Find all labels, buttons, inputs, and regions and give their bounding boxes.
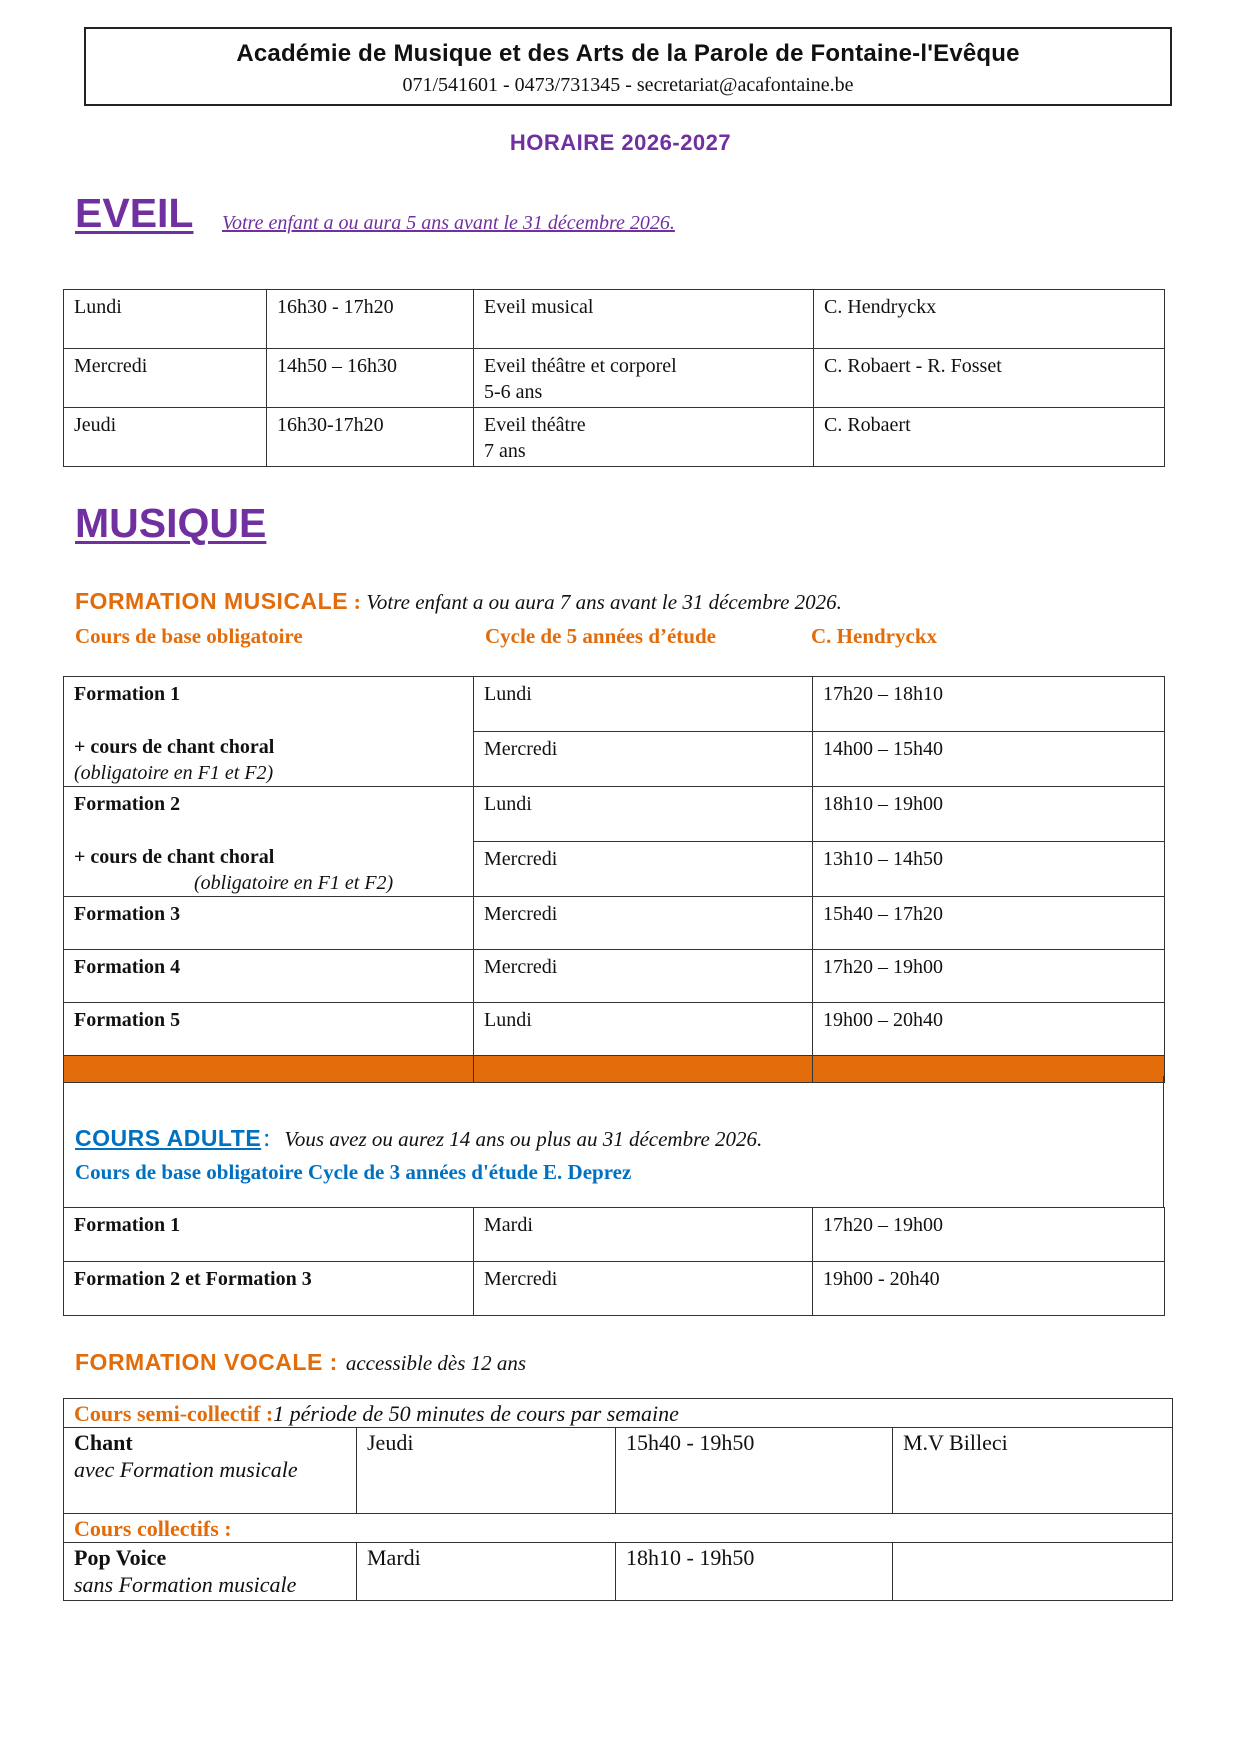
time-cell: 17h20 – 19h00 — [813, 950, 1165, 1003]
fm-heading: FORMATION MUSICALE — [75, 588, 349, 614]
time-cell: 17h20 – 19h00 — [813, 1208, 1165, 1262]
day-cell: Lundi — [474, 787, 813, 842]
formation-label: Formation 2 et Formation 3 — [64, 1262, 474, 1316]
fm-note: Votre enfant a ou aura 7 ans avant le 31 décembre 2026. — [366, 590, 842, 614]
course-cell — [474, 290, 814, 349]
day-cell: Mardi — [474, 1208, 813, 1262]
course-label: Chant — [74, 1430, 133, 1455]
table-row — [64, 950, 1165, 1003]
formation-label: Formation 1 — [64, 1208, 474, 1262]
chant-choral-note: (obligatoire en F1 et F2) — [74, 762, 274, 784]
formation-label: Formation 5 — [64, 1003, 474, 1056]
vocal-heading: FORMATION VOCALE : — [75, 1349, 338, 1375]
musique-heading: MUSIQUE — [75, 500, 267, 546]
fm-sep: : — [348, 589, 367, 614]
course-name: Eveil musical — [484, 296, 594, 318]
time-cell: 15h40 - 19h50 — [616, 1428, 893, 1514]
day-cell: Mercredi — [474, 1262, 813, 1316]
course-cell — [474, 349, 814, 408]
time-cell: 16h30-17h20 — [267, 408, 474, 467]
table-row — [64, 408, 1165, 467]
table-row — [64, 1428, 1173, 1514]
teacher-cell: C. Robaert — [814, 408, 1165, 467]
time-cell: 19h00 - 20h40 — [813, 1262, 1165, 1316]
course-sub: avec Formation musicale — [74, 1457, 298, 1482]
chant-choral-note: (obligatoire en F1 et F2) — [194, 872, 394, 894]
course-label: Pop Voice — [74, 1545, 167, 1570]
formation-musicale-table — [63, 676, 1165, 1083]
formation-label: Formation 3 — [64, 897, 474, 950]
teacher-cell — [893, 1543, 1173, 1601]
day-cell: Jeudi — [357, 1428, 616, 1514]
cours-adulte-table — [63, 1207, 1165, 1316]
adult-sub: Cours de base obligatoire Cycle de 3 années d'étude E. Deprez — [75, 1160, 632, 1184]
day-cell: Lundi — [474, 1003, 813, 1056]
header-box — [84, 27, 1172, 106]
semi-collectif-note: 1 période de 50 minutes de cours par semaine — [273, 1401, 679, 1426]
chant-choral-label: + cours de chant choral — [74, 736, 275, 758]
vocal-heading-line — [75, 1349, 526, 1376]
day-cell: Mardi — [357, 1543, 616, 1601]
eveil-table — [63, 289, 1165, 467]
formation-label: Formation 2 — [74, 793, 181, 815]
day-cell: Mercredi — [474, 842, 813, 897]
formation-label: Formation 4 — [64, 950, 474, 1003]
table-row — [64, 290, 1165, 349]
fm-sub-teacher: C. Hendryckx — [811, 624, 937, 648]
adult-box — [63, 1076, 1164, 1208]
formation-cell — [64, 677, 474, 787]
course-age: 7 ans — [484, 440, 526, 462]
course-cell — [474, 408, 814, 467]
fm-sub-base: Cours de base obligatoire — [75, 624, 303, 648]
table-row — [64, 787, 1165, 842]
time-cell: 19h00 – 20h40 — [813, 1003, 1165, 1056]
section-row — [64, 1514, 1173, 1543]
table-row — [64, 1262, 1165, 1316]
course-age: 5-6 ans — [484, 381, 543, 403]
collectifs-cell — [64, 1514, 1173, 1543]
day-cell: Mercredi — [474, 732, 813, 787]
schedule-title: HORAIRE 2026-2027 — [509, 130, 732, 155]
course-name: Eveil théâtre — [484, 414, 586, 436]
table-row — [64, 349, 1165, 408]
time-cell: 16h30 - 17h20 — [267, 290, 474, 349]
academy-contact: 071/541601 - 0473/731345 - secretariat@acafontaine.be — [402, 74, 854, 96]
collectifs-label: Cours collectifs : — [74, 1516, 232, 1541]
time-cell: 14h00 – 15h40 — [813, 732, 1165, 787]
formation-label: Formation 1 — [74, 683, 181, 705]
academy-title: Académie de Musique et des Arts de la Parole de Fontaine-l'Evêque — [236, 40, 1020, 67]
semi-collectif-cell — [64, 1399, 1173, 1428]
fm-heading-line — [75, 588, 842, 615]
semi-collectif-label: Cours semi-collectif : — [74, 1401, 274, 1426]
day-cell: Lundi — [474, 677, 813, 732]
adult-heading: COURS ADULTE — [75, 1125, 262, 1151]
vocal-note: accessible dès 12 ans — [345, 1351, 527, 1375]
course-sub: sans Formation musicale — [74, 1572, 297, 1597]
formation-cell — [64, 787, 474, 897]
eveil-heading: EVEIL — [75, 190, 194, 236]
adult-note: Vous avez ou aurez 14 ans ou plus au 31 décembre 2026. — [284, 1127, 763, 1151]
teacher-cell: C. Robaert - R. Fosset — [814, 349, 1165, 408]
table-row — [64, 677, 1165, 732]
time-cell: 13h10 – 14h50 — [813, 842, 1165, 897]
table-row — [64, 1208, 1165, 1262]
adult-heading-line — [75, 1123, 762, 1153]
day-cell: Jeudi — [64, 408, 267, 467]
table-row — [64, 1543, 1173, 1601]
chant-choral-label: + cours de chant choral — [74, 846, 275, 868]
table-row — [64, 1003, 1165, 1056]
day-cell: Mercredi — [474, 950, 813, 1003]
teacher-cell: M.V Billeci — [893, 1428, 1173, 1514]
course-cell — [64, 1428, 357, 1514]
time-cell: 18h10 - 19h50 — [616, 1543, 893, 1601]
day-cell: Mercredi — [474, 897, 813, 950]
eveil-note: Votre enfant a ou aura 5 ans avant le 31 décembre 2026. — [222, 212, 675, 234]
time-cell: 17h20 – 18h10 — [813, 677, 1165, 732]
course-cell — [64, 1543, 357, 1601]
time-cell: 15h40 – 17h20 — [813, 897, 1165, 950]
section-row — [64, 1399, 1173, 1428]
fm-sub-cycle: Cycle de 5 années d’étude — [485, 624, 716, 648]
day-cell: Lundi — [64, 290, 267, 349]
table-row — [64, 897, 1165, 950]
course-name: Eveil théâtre et corporel — [484, 355, 677, 377]
time-cell: 18h10 – 19h00 — [813, 787, 1165, 842]
day-cell: Mercredi — [64, 349, 267, 408]
formation-vocale-table — [63, 1398, 1173, 1601]
time-cell: 14h50 – 16h30 — [267, 349, 474, 408]
teacher-cell: C. Hendryckx — [814, 290, 1165, 349]
adult-sep: : — [263, 1123, 271, 1152]
